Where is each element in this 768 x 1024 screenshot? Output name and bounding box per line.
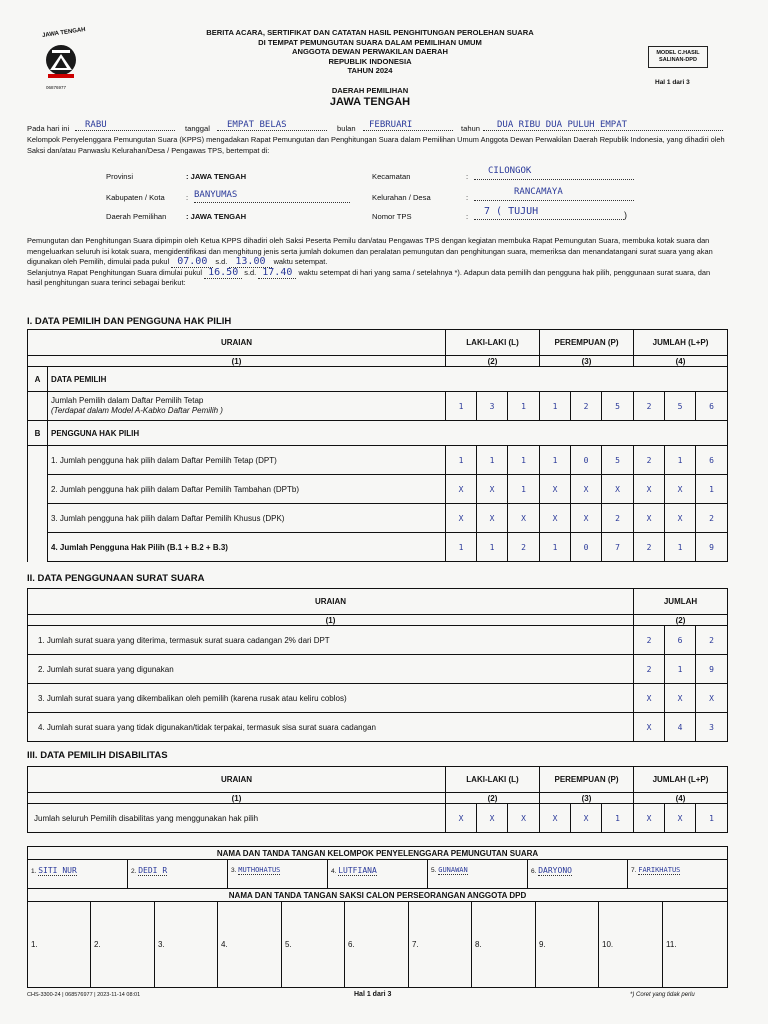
s3-val-2[interactable]: X <box>508 804 540 833</box>
s1-b-row-3 <box>28 504 728 533</box>
kpps-item-4[interactable] <box>328 860 428 888</box>
saksi-row <box>28 902 728 988</box>
s1-b4-val-0[interactable]: 1 <box>446 533 477 562</box>
tanggal-field[interactable]: EMPAT BELAS <box>217 120 327 131</box>
s1-b1-val-7[interactable]: 1 <box>665 446 696 475</box>
s1-b-spacer <box>28 446 48 562</box>
s1-a-val-4[interactable]: 2 <box>571 392 602 421</box>
s1-b2-val-6[interactable]: X <box>634 475 665 504</box>
s1-col-uraian: URAIAN <box>28 330 446 356</box>
kpps-num-1: 1. <box>31 868 37 875</box>
footer-page: Hal 1 dari 3 <box>354 991 392 998</box>
s1-b3-val-8[interactable]: 2 <box>696 504 728 533</box>
kabupaten-label: Kabupaten / Kota <box>106 193 165 202</box>
s1-b3-val-2[interactable]: X <box>508 504 540 533</box>
s1-b3-val-1[interactable]: X <box>477 504 508 533</box>
s1-b3-val-7[interactable]: X <box>665 504 696 533</box>
intro-line <box>27 120 727 134</box>
kpps-item-1[interactable] <box>28 860 128 888</box>
s1-col-p: PEREMPUAN (P) <box>540 330 634 356</box>
s1-idx-2: (2) <box>446 356 540 367</box>
s1-b3-val-5[interactable]: 2 <box>602 504 634 533</box>
title-line-1: BERITA ACARA, SERTIFIKAT DAN CATATAN HASIL PENGHITUNGAN PEROLEHAN SUARA <box>206 28 534 37</box>
procedure-text <box>27 236 727 289</box>
footer-note: *) Coret yang tidak perlu <box>630 992 695 998</box>
s1-a-val-6[interactable]: 2 <box>634 392 665 421</box>
s1-a-val-2[interactable]: 1 <box>508 392 540 421</box>
kpps-cell <box>28 860 728 889</box>
s1-a-label-sub: (Terdapat dalam Model A-Kabko Daftar Pemilih ) <box>51 406 223 415</box>
kpps-num-3: 3. <box>231 867 237 874</box>
procedure-text-1: Pemungutan dan Penghitungan Suara dipimpin oleh Ketua KPPS dihadiri oleh Saksi Peserta Pemilu dan/atau Pengawas TPS dengan kegiatan membuka Rapat Pemungutan Suara, membuka kotak suara dan mengeluarkan seluruh isi kotak suara, mengidentifikasi dan menghitung jenis serta jumlah dokumen dan peralatan pemungutan dan penghitungan suara, memeriksa dan menandatangani surat suara yang akan digunakan oleh Pemilih, dimulai pada pukul <box>27 236 713 266</box>
tps-field[interactable]: 7 ( TUJUH <box>474 206 624 220</box>
s1-b2-val-0[interactable]: X <box>446 475 477 504</box>
pada-hari-ini-label: Pada hari ini <box>27 124 70 133</box>
s2-idx-2: (2) <box>634 615 728 626</box>
s1-b2-val-4[interactable]: X <box>571 475 602 504</box>
end-time-1[interactable]: 13.00 <box>229 256 271 268</box>
s2-r1-val-2[interactable]: 2 <box>696 626 728 655</box>
logo-text: JAWA TENGAH <box>41 26 86 40</box>
page-indicator: Hal 1 dari 3 <box>655 79 690 86</box>
s2-row-1 <box>28 626 728 655</box>
s1-b1-val-8[interactable]: 6 <box>696 446 728 475</box>
end-time-2[interactable]: 17.40 <box>258 267 296 279</box>
model-line-2: SALINAN-DPD <box>659 57 697 63</box>
saksi-slot-2[interactable]: 2. <box>91 902 155 988</box>
title-line-5: TAHUN 2024 <box>347 66 393 75</box>
s1-b1-val-1[interactable]: 1 <box>477 446 508 475</box>
tps-label: Nomor TPS <box>372 212 412 221</box>
bulan-field[interactable]: FEBRUARI <box>363 120 453 131</box>
sd-label-1: s.d. <box>215 257 228 266</box>
title-line-2: DI TEMPAT PEMUNGUTAN SUARA DALAM PEMILIHAN UMUM <box>258 37 482 47</box>
s1-b3-val-4[interactable]: X <box>571 504 602 533</box>
tps-close-paren: ) <box>624 210 627 220</box>
kecamatan-colon: : <box>466 172 469 181</box>
s1-b4-val-2[interactable]: 2 <box>508 533 540 562</box>
s3-row <box>28 804 728 833</box>
s1-a-label-main: Jumlah Pemilih dalam Daftar Pemilih Tetap <box>51 396 204 405</box>
kpu-logo <box>36 26 86 94</box>
s3-val-8[interactable]: 1 <box>696 804 728 833</box>
saksi-slot-4[interactable]: 4. <box>218 902 282 988</box>
tahun-label: tahun <box>461 124 481 133</box>
s1-b2-val-1[interactable]: X <box>477 475 508 504</box>
kpps-item-7[interactable] <box>628 860 727 888</box>
s1-b4-val-5[interactable]: 7 <box>602 533 634 562</box>
procedure-text-3: waktu setempat di hari yang sama / setelahnya *). Adapun data pemilih dan pengguna hak pilih, penggunaan surat suara, dan hasil penghitungan suara terinci sebagai berikut: <box>27 267 711 287</box>
kpps-num-6: 6. <box>531 868 537 875</box>
sd-label-2: s.d. <box>244 267 257 277</box>
s3-idx-1: (1) <box>28 793 446 804</box>
saksi-slot-9[interactable]: 9. <box>536 902 599 988</box>
s1-b4-val-8[interactable]: 9 <box>696 533 728 562</box>
kpps-num-5: 5. <box>431 867 437 874</box>
s1-b4-val-6[interactable]: 2 <box>634 533 665 562</box>
kpps-item-5[interactable] <box>428 860 528 888</box>
s1-b1-val-3[interactable]: 1 <box>540 446 571 475</box>
s3-val-6[interactable]: X <box>634 804 665 833</box>
bulan-label: bulan <box>337 124 356 133</box>
intro-text: Kelompok Penyelenggara Pemungutan Suara (KPPS) mengadakan Rapat Pemungutan dan Penghitungan Suara dalam Pemilihan Umum Anggota Dewan Perwakilan Daerah Republik Indonesia, yang dihadiri oleh Saksi dan/atau Panwaslu Kelurahan/Desa / Pengawas TPS, bertempat di: <box>27 135 725 155</box>
s3-index-row <box>28 793 728 804</box>
s2-r3-val-2[interactable]: X <box>696 684 728 713</box>
daerah-label: DAERAH PEMILIHAN <box>331 86 409 95</box>
s1-idx-4: (4) <box>634 356 728 367</box>
s1-b-row-2 <box>28 475 728 504</box>
section-3-table <box>27 766 728 833</box>
procedure-text-2: Selanjutnya Rapat Penghitungan Suara dimulai pukul <box>27 267 203 277</box>
s3-val-5[interactable]: 1 <box>602 804 634 833</box>
s2-col-uraian: URAIAN <box>28 589 634 615</box>
s1-b2-val-7[interactable]: X <box>665 475 696 504</box>
s3-val-7[interactable]: X <box>665 804 696 833</box>
s1-b1-val-4[interactable]: 0 <box>571 446 602 475</box>
tanggal-label: tanggal <box>185 124 210 133</box>
s3-idx-2: (2) <box>446 793 540 804</box>
saksi-slot-5[interactable]: 5. <box>282 902 345 988</box>
kpps-num-2: 2. <box>131 868 137 875</box>
kpps-item-6[interactable] <box>528 860 628 888</box>
s1-a-val-3[interactable]: 1 <box>540 392 571 421</box>
s1-b-letter: B <box>28 421 48 446</box>
tps-colon: : <box>466 212 469 221</box>
s1-a-val-5[interactable]: 5 <box>602 392 634 421</box>
kpps-title: NAMA DAN TANDA TANGAN KELOMPOK PENYELENGGARA PEMUNGUTAN SUARA <box>28 847 728 860</box>
s3-col-uraian: URAIAN <box>28 767 446 793</box>
s1-b4-val-4[interactable]: 0 <box>571 533 602 562</box>
s3-col-lp: JUMLAH (L+P) <box>634 767 728 793</box>
s1-a-title: DATA PEMILIH <box>48 367 728 392</box>
s1-b4-val-7[interactable]: 1 <box>665 533 696 562</box>
hari-field[interactable]: RABU <box>75 120 175 131</box>
s2-idx-1: (1) <box>28 615 634 626</box>
s1-b2-val-8[interactable]: 1 <box>696 475 728 504</box>
model-box <box>648 46 708 68</box>
s1-b1-val-5[interactable]: 5 <box>602 446 634 475</box>
start-time-1[interactable]: 07.00 <box>171 256 213 268</box>
model-line-1: MODEL C.HASIL <box>656 50 700 56</box>
saksi-slot-3[interactable]: 3. <box>155 902 218 988</box>
logo-code: 06876977 <box>46 85 67 90</box>
s1-b2-label: 2. Jumlah pengguna hak pilih dalam Daftar Pemilih Tambahan (DPTb) <box>48 475 446 504</box>
s2-r3-val-1[interactable]: X <box>665 684 696 713</box>
s2-r1-label: 1. Jumlah surat suara yang diterima, termasuk surat suara cadangan 2% dari DPT <box>28 626 634 655</box>
s1-b2-val-3[interactable]: X <box>540 475 571 504</box>
kpps-title-row <box>28 847 728 860</box>
s3-val-1[interactable]: X <box>477 804 508 833</box>
s2-r3-label: 3. Jumlah surat suara yang dikembalikan oleh pemilih (karena rusak atau keliru coblos) <box>28 684 634 713</box>
kpps-row <box>28 860 728 889</box>
daerah-pemilihan-value: : JAWA TENGAH <box>186 212 247 221</box>
s3-val-4[interactable]: X <box>571 804 602 833</box>
s1-col-lp: JUMLAH (L+P) <box>634 330 728 356</box>
kpps-name-2: DEDI R <box>138 866 168 875</box>
s2-r4-val-2[interactable]: 3 <box>696 713 728 742</box>
s1-b4-val-3[interactable]: 1 <box>540 533 571 562</box>
kpps-name-7: FARIKHATUS <box>638 866 681 874</box>
s2-r4-val-1[interactable]: 4 <box>665 713 696 742</box>
s3-header-row <box>28 767 728 793</box>
provinsi-label: Provinsi <box>106 172 134 181</box>
kelurahan-label: Kelurahan / Desa <box>372 193 431 202</box>
s1-b3-val-3[interactable]: X <box>540 504 571 533</box>
s1-a-title-row <box>28 367 728 392</box>
section-1-title: I. DATA PEMILIH DAN PENGGUNA HAK PILIH <box>27 316 232 327</box>
kabupaten-field[interactable]: BANYUMAS <box>194 190 350 203</box>
s1-b3-val-0[interactable]: X <box>446 504 477 533</box>
s3-row-label: Jumlah seluruh Pemilih disabilitas yang menggunakan hak pilih <box>28 804 446 833</box>
s1-idx-3: (3) <box>540 356 634 367</box>
title-line-3: ANGGOTA DEWAN PERWAKILAN DAERAH <box>292 47 448 56</box>
s1-a-val-7[interactable]: 5 <box>665 392 696 421</box>
s2-r2-val-2[interactable]: 9 <box>696 655 728 684</box>
s1-a-letter: A <box>28 367 48 392</box>
saksi-title: NAMA DAN TANDA TANGAN SAKSI CALON PERSEORANGAN ANGGOTA DPD <box>28 889 728 902</box>
s1-a-spacer <box>28 392 48 421</box>
s1-b1-val-6[interactable]: 2 <box>634 446 665 475</box>
kpps-name-1: SITI NUR <box>38 866 77 875</box>
s1-b1-label: 1. Jumlah pengguna hak pilih dalam Daftar Pemilih Tetap (DPT) <box>48 446 446 475</box>
start-time-2[interactable]: 16.50 <box>204 267 242 279</box>
s1-a-val-1[interactable]: 3 <box>477 392 508 421</box>
s1-b3-val-6[interactable]: X <box>634 504 665 533</box>
s2-r1-val-0[interactable]: 2 <box>634 626 665 655</box>
kpps-item-2[interactable] <box>128 860 228 888</box>
saksi-slot-10[interactable]: 10. <box>599 902 663 988</box>
s1-b2-val-5[interactable]: X <box>602 475 634 504</box>
kpps-name-3: MUTHOHATUS <box>238 866 281 874</box>
s1-b4-val-1[interactable]: 1 <box>477 533 508 562</box>
s3-col-l: LAKI-LAKI (L) <box>446 767 540 793</box>
daerah-pemilihan-label: Daerah Pemilihan <box>106 212 167 221</box>
s1-b2-val-2[interactable]: 1 <box>508 475 540 504</box>
footer-code: CHS-3300-24 | 068576977 | 2023-11-14 08:01 <box>27 992 141 998</box>
kpps-name-5: GUNAWAN <box>438 866 468 874</box>
s1-b1-val-2[interactable]: 1 <box>508 446 540 475</box>
s1-b3-label: 3. Jumlah pengguna hak pilih dalam Daftar Pemilih Khusus (DPK) <box>48 504 446 533</box>
saksi-slot-7[interactable]: 7. <box>409 902 472 988</box>
s1-col-l: LAKI-LAKI (L) <box>446 330 540 356</box>
s1-header-row <box>28 330 728 356</box>
saksi-slot-6[interactable]: 6. <box>345 902 409 988</box>
saksi-slot-8[interactable]: 8. <box>472 902 536 988</box>
s2-r2-val-1[interactable]: 1 <box>665 655 696 684</box>
saksi-slot-11[interactable]: 11. <box>663 902 728 988</box>
document-title <box>150 28 590 76</box>
saksi-title-row <box>28 889 728 902</box>
provinsi-value: : JAWA TENGAH <box>186 172 247 181</box>
daerah-value: JAWA TENGAH <box>329 96 411 108</box>
kpps-num-4: 4. <box>331 868 337 875</box>
s2-index-row <box>28 615 728 626</box>
kpps-num-7: 7. <box>631 867 637 874</box>
section-1-table <box>27 329 728 562</box>
section-3-title: III. DATA PEMILIH DISABILITAS <box>27 750 168 761</box>
s2-r3-val-0[interactable]: X <box>634 684 665 713</box>
s2-r1-val-1[interactable]: 6 <box>665 626 696 655</box>
kecamatan-label: Kecamatan <box>372 172 411 181</box>
s2-r2-val-0[interactable]: 2 <box>634 655 665 684</box>
kabupaten-colon: : <box>186 193 189 202</box>
s1-a-val-8[interactable]: 6 <box>696 392 728 421</box>
s1-a-val-0[interactable]: 1 <box>446 392 477 421</box>
s1-b1-val-0[interactable]: 1 <box>446 446 477 475</box>
saksi-slot-1[interactable]: 1. <box>28 902 91 988</box>
s1-b-row-4 <box>28 533 728 562</box>
s2-row-4 <box>28 713 728 742</box>
s2-r4-label: 4. Jumlah surat suara yang tidak digunakan/tidak terpakai, termasuk sisa surat suara cadangan <box>28 713 634 742</box>
s1-b-row-1 <box>28 446 728 475</box>
kpps-item-3[interactable] <box>228 860 328 888</box>
s1-b-title: PENGGUNA HAK PILIH <box>48 421 728 446</box>
title-line-4: REPUBLIK INDONESIA <box>328 56 412 66</box>
kpps-list <box>28 860 727 888</box>
signature-table <box>27 846 728 988</box>
s1-index-row <box>28 356 728 367</box>
s2-row-2 <box>28 655 728 684</box>
kelurahan-colon: : <box>466 193 469 202</box>
s2-col-jumlah: JUMLAH <box>634 589 728 615</box>
s3-val-3[interactable]: X <box>540 804 571 833</box>
kpps-name-6: DARYONO <box>538 866 572 875</box>
s2-header-row <box>28 589 728 615</box>
kpps-name-4: LUTFIANA <box>338 866 377 875</box>
s2-row-3 <box>28 684 728 713</box>
tahun-field[interactable]: DUA RIBU DUA PULUH EMPAT <box>483 120 723 131</box>
s3-val-0[interactable]: X <box>446 804 477 833</box>
s3-idx-3: (3) <box>540 793 634 804</box>
waktu-setempat: waktu setempat. <box>273 257 328 266</box>
section-2-title: II. DATA PENGGUNAAN SURAT SUARA <box>27 573 205 584</box>
s1-b-title-row <box>28 421 728 446</box>
s1-a-row-label <box>48 392 446 421</box>
s3-idx-4: (4) <box>634 793 728 804</box>
kelurahan-field[interactable]: RANCAMAYA <box>474 187 634 201</box>
s2-r2-label: 2. Jumlah surat suara yang digunakan <box>28 655 634 684</box>
s3-col-p: PEREMPUAN (P) <box>540 767 634 793</box>
s1-b4-label: 4. Jumlah Pengguna Hak Pilih (B.1 + B.2 + B.3) <box>48 533 446 562</box>
kecamatan-field[interactable]: CILONGOK <box>474 166 634 180</box>
s1-idx-1: (1) <box>28 356 446 367</box>
s1-a-row <box>28 392 728 421</box>
s2-r4-val-0[interactable]: X <box>634 713 665 742</box>
section-2-table <box>27 588 728 742</box>
